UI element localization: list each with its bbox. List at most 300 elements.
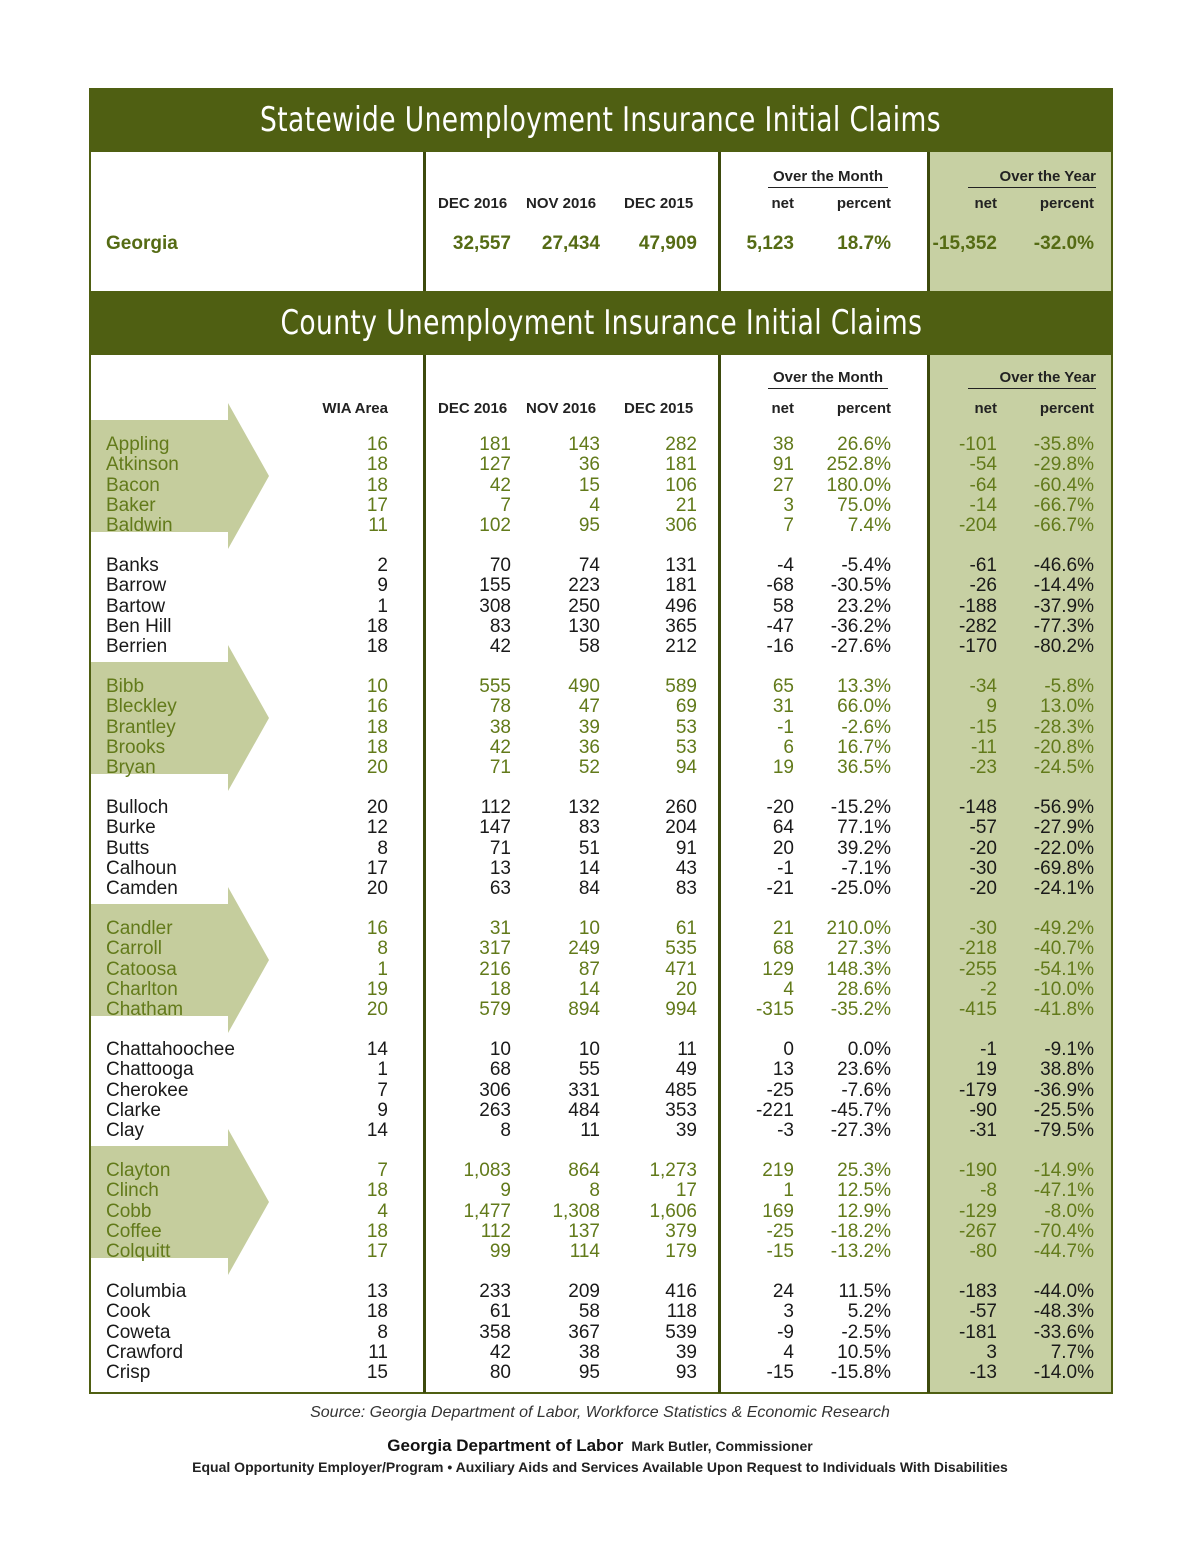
table-row [0,677,1200,697]
year-net-value: -61 [969,555,997,576]
year-percent-value: -24.5% [1033,757,1094,779]
month-percent-value: 25.3% [837,1160,891,1181]
month-net-value: 13 [772,1059,794,1081]
dec2016-value: 70 [489,555,511,576]
month-percent-value: 5.2% [847,1301,891,1323]
month-percent-value: 210.0% [826,918,891,939]
statewide-over-month-label: Over the Month [768,168,888,188]
wia-area: 11 [368,1341,388,1363]
year-percent-value: -14.4% [1033,575,1094,597]
year-net-value: -190 [958,1160,997,1181]
year-net-value: -179 [958,1079,997,1101]
dec2016-value: 61 [489,1301,511,1323]
nov2016-value: 84 [578,878,600,900]
wia-area: 10 [366,676,388,697]
georgia-dec2015: 47,909 [638,233,697,254]
county-col-year-percent: percent [1039,400,1094,417]
nov2016-value: 95 [578,515,600,537]
month-percent-value: -5.4% [841,555,891,576]
month-net-value: -315 [755,999,794,1021]
dec2015-value: 212 [665,636,697,658]
year-percent-value: -80.2% [1033,636,1094,658]
dec2015-value: 21 [675,494,697,516]
month-percent-value: 0.0% [847,1039,891,1060]
county-over-month-label: Over the Month [768,369,888,389]
nov2016-value: 484 [568,1099,600,1121]
wia-area: 1 [377,1059,388,1081]
year-net-value: -23 [969,757,997,779]
county-name: Banks [106,555,159,576]
county-title-band [89,291,1113,355]
nov2016-value: 4 [589,494,600,516]
dec2015-value: 69 [675,696,697,718]
dec2016-value: 9 [500,1180,511,1202]
nov2016-value: 249 [568,938,600,960]
month-net-value: 129 [762,958,794,980]
month-percent-value: 77.1% [837,817,891,839]
month-net-value: 0 [783,1039,794,1060]
dec2016-value: 216 [479,958,511,980]
dec2016-value: 147 [479,817,511,839]
nov2016-value: 894 [568,999,600,1021]
table-row [0,839,1200,859]
dec2015-value: 106 [665,474,697,496]
year-percent-value: -14.9% [1033,1160,1094,1181]
table-row [0,1161,1200,1181]
department-line [0,1436,1200,1456]
dec2015-value: 353 [665,1099,697,1121]
nov2016-value: 58 [578,1301,600,1323]
table-row [0,1101,1200,1121]
wia-area: 20 [366,999,388,1021]
county-name: Baker [106,494,156,516]
statewide-col-dec2016: DEC 2016 [438,195,508,212]
month-percent-value: -25.0% [830,878,891,900]
dec2015-value: 39 [675,1341,697,1363]
county-name: Appling [106,434,170,455]
statewide-col-month-net: net [771,195,794,212]
wia-area: 7 [377,1160,388,1181]
month-net-value: -68 [766,575,794,597]
dec2015-value: 204 [665,817,697,839]
year-net-value: -20 [969,878,997,900]
county-title: County Unemployment Insurance Initial Claims [280,303,922,343]
county-name: Bibb [106,676,145,697]
dec2015-value: 181 [665,454,697,476]
year-net-value: -90 [969,1099,997,1121]
wia-area: 20 [366,797,388,818]
year-net-value: -183 [958,1281,997,1302]
table-row [0,859,1200,879]
year-percent-value: -44.7% [1033,1241,1094,1263]
month-percent-value: -27.6% [830,636,891,658]
wia-area: 15 [366,1362,388,1384]
county-col-wia: WIA Area [322,400,388,417]
wia-area: 20 [366,878,388,900]
year-net-value: -64 [969,474,997,496]
county-name: Baldwin [106,515,173,537]
year-percent-value: -46.6% [1033,555,1094,576]
month-net-value: 219 [762,1160,794,1181]
dec2015-value: 181 [665,575,697,597]
dec2015-value: 83 [675,878,697,900]
county-col-dec2016: DEC 2016 [438,400,508,417]
year-percent-value: 7.7% [1050,1341,1094,1363]
table-row [0,597,1200,617]
dec2016-value: 112 [480,1220,511,1242]
dec2016-value: 233 [479,1281,511,1302]
dec2015-value: 17 [675,1180,697,1202]
wia-area: 18 [366,615,388,637]
month-net-value: 4 [783,978,794,1000]
year-percent-value: -56.9% [1033,797,1094,818]
county-name: Barrow [106,575,167,597]
dec2015-value: 306 [665,515,697,537]
county-name: Bryan [106,757,156,779]
dec2015-value: 53 [675,736,697,758]
dec2015-value: 49 [675,1059,697,1081]
year-percent-value: 13.0% [1040,696,1094,718]
year-net-value: -204 [958,515,997,537]
year-net-value: -282 [958,615,997,637]
wia-area: 18 [366,1180,388,1202]
dec2015-value: 131 [665,555,697,576]
county-col-month-net: net [771,400,794,417]
year-net-value: -54 [969,454,997,476]
county-name: Crisp [106,1362,151,1384]
month-percent-value: 148.3% [826,958,891,980]
table-row [0,1000,1200,1020]
georgia-dec2016: 32,557 [452,233,511,254]
month-net-value: -16 [766,636,794,658]
dec2015-value: 11 [677,1039,697,1060]
year-percent-value: -22.0% [1033,837,1094,859]
year-percent-value: -47.1% [1033,1180,1094,1202]
department-name: Georgia Department of Labor [387,1436,624,1455]
county-col-month-percent: percent [836,400,891,417]
month-net-value: 64 [772,817,794,839]
table-row [0,738,1200,758]
month-net-value: -15 [766,1241,794,1263]
month-net-value: 7 [783,515,794,537]
county-name: Clinch [106,1180,159,1202]
nov2016-value: 55 [578,1059,600,1081]
nov2016-value: 1,308 [552,1200,600,1222]
wia-area: 18 [366,736,388,758]
dec2016-value: 42 [489,636,511,658]
nov2016-value: 367 [568,1321,600,1343]
georgia-month-percent: 18.7% [837,233,891,254]
county-name: Brooks [106,736,166,758]
year-net-value: -31 [969,1120,997,1142]
table-row [0,1343,1200,1363]
year-net-value: -80 [969,1241,997,1263]
year-percent-value: -8.0% [1044,1200,1094,1222]
wia-area: 18 [366,636,388,658]
table-row [0,1040,1200,1060]
month-net-value: 3 [783,494,794,516]
divider-left [423,152,426,291]
dec2016-value: 358 [479,1321,511,1343]
county-name: Bacon [106,474,160,496]
month-percent-value: -2.6% [841,716,891,738]
dec2015-value: 118 [666,1301,697,1323]
county-name: Clayton [106,1160,171,1181]
dec2016-value: 155 [479,575,511,597]
county-name: Cook [106,1301,151,1323]
wia-area: 1 [377,958,388,980]
dec2016-value: 42 [489,736,511,758]
year-net-value: -30 [969,857,997,879]
year-net-value: -415 [958,999,997,1021]
table-row [0,476,1200,496]
month-percent-value: -30.5% [830,575,891,597]
table-row [0,1282,1200,1302]
dec2015-value: 43 [675,857,697,879]
year-percent-value: -54.1% [1033,958,1094,980]
dec2016-value: 68 [489,1059,511,1081]
month-percent-value: 12.9% [837,1200,891,1222]
year-net-value: -14 [969,494,997,516]
wia-area: 8 [377,1321,388,1343]
county-name: Ben Hill [106,615,172,637]
wia-area: 16 [366,918,388,939]
county-name: Atkinson [106,454,179,476]
month-percent-value: -27.3% [830,1120,891,1142]
year-net-value: -8 [980,1180,997,1202]
year-percent-value: -66.7% [1033,494,1094,516]
month-net-value: -221 [755,1099,794,1121]
month-percent-value: -2.5% [841,1321,891,1343]
month-percent-value: 10.5% [837,1341,891,1363]
statewide-title: Statewide Unemployment Insurance Initial Claims [260,100,942,140]
divider-mid [718,152,721,291]
dec2015-value: 1,273 [649,1160,697,1181]
month-net-value: 6 [783,736,794,758]
dec2015-value: 994 [665,999,697,1021]
wia-area: 12 [366,817,388,839]
wia-area: 19 [366,978,388,1000]
dec2016-value: 263 [479,1099,511,1121]
nov2016-value: 74 [578,555,600,576]
county-over-year-label: Over the Year [968,369,1096,389]
wia-area: 18 [366,1301,388,1323]
month-net-value: 1 [783,1180,794,1202]
month-percent-value: 36.5% [837,757,891,779]
month-percent-value: 66.0% [837,696,891,718]
county-name: Colquitt [106,1241,171,1263]
year-net-value: -57 [969,817,997,839]
table-row [0,1202,1200,1222]
month-net-value: -15 [766,1362,794,1384]
divider-right [927,152,930,291]
month-net-value: 58 [772,595,794,617]
table-row [0,697,1200,717]
year-percent-value: -36.9% [1033,1079,1094,1101]
dec2015-value: 379 [665,1220,697,1242]
georgia-month-net: 5,123 [746,233,794,254]
month-net-value: -9 [777,1321,794,1343]
month-percent-value: -13.2% [830,1241,891,1263]
georgia-nov2016: 27,434 [541,233,600,254]
table-row [0,516,1200,536]
year-percent-value: -77.3% [1033,615,1094,637]
county-name: Cobb [106,1200,152,1222]
month-net-value: 19 [772,757,794,779]
month-percent-value: -15.8% [830,1362,891,1384]
month-net-value: -47 [766,615,794,637]
year-net-value: -255 [958,958,997,980]
county-name: Calhoun [106,857,177,879]
county-col-year-net: net [974,400,997,417]
county-name: Bleckley [106,696,177,718]
month-net-value: -3 [777,1120,794,1142]
month-percent-value: -7.6% [841,1079,891,1101]
table-row [0,798,1200,818]
year-net-value: -181 [958,1321,997,1343]
table-row [0,455,1200,475]
year-net-value: -101 [958,434,997,455]
table-row [0,1081,1200,1101]
table-row [0,718,1200,738]
dec2015-value: 1,606 [649,1200,697,1222]
table-row [0,1323,1200,1343]
table-row [0,879,1200,899]
county-col-nov2016: NOV 2016 [526,400,597,417]
nov2016-value: 36 [578,454,600,476]
month-net-value: 3 [783,1301,794,1323]
county-name: Camden [106,878,178,900]
dec2016-value: 71 [489,757,511,779]
dec2016-value: 38 [489,716,511,738]
year-net-value: -170 [958,636,997,658]
statewide-col-month-percent: percent [836,195,891,212]
dec2015-value: 91 [675,837,697,859]
county-name: Brantley [106,716,176,738]
wia-area: 16 [366,696,388,718]
year-percent-value: -28.3% [1033,716,1094,738]
nov2016-value: 209 [568,1281,600,1302]
statewide-col-year-net: net [974,195,997,212]
dec2015-value: 260 [665,797,697,818]
nov2016-value: 95 [578,1362,600,1384]
month-net-value: -20 [766,797,794,818]
nov2016-value: 490 [568,676,600,697]
dec2015-value: 485 [665,1079,697,1101]
year-percent-value: -9.1% [1044,1039,1094,1060]
year-percent-value: -37.9% [1033,595,1094,617]
month-percent-value: 252.8% [826,454,891,476]
wia-area: 20 [366,757,388,779]
month-percent-value: -15.2% [830,797,891,818]
wia-area: 17 [366,1241,388,1263]
nov2016-value: 15 [578,474,600,496]
dec2015-value: 365 [665,615,697,637]
georgia-year-net: -15,352 [932,233,997,254]
month-percent-value: 27.3% [837,938,891,960]
month-percent-value: 11.5% [838,1281,891,1302]
month-percent-value: -18.2% [830,1220,891,1242]
year-net-value: -1 [980,1039,997,1060]
county-name: Clarke [106,1099,161,1121]
dec2016-value: 308 [479,595,511,617]
dec2016-value: 1,083 [463,1160,511,1181]
month-net-value: 65 [772,676,794,697]
nov2016-value: 130 [568,615,600,637]
wia-area: 18 [366,716,388,738]
county-name: Crawford [106,1341,184,1363]
table-row [0,1222,1200,1242]
county-name: Candler [106,918,173,939]
year-net-value: 9 [986,696,997,718]
year-percent-value: 38.8% [1040,1059,1094,1081]
wia-area: 18 [366,474,388,496]
dec2016-value: 78 [489,696,511,718]
nov2016-value: 11 [580,1120,600,1142]
year-percent-value: -10.0% [1033,978,1094,1000]
nov2016-value: 83 [578,817,600,839]
dec2016-value: 71 [489,837,511,859]
dec2015-value: 179 [665,1241,697,1263]
year-percent-value: -33.6% [1033,1321,1094,1343]
year-percent-value: -24.1% [1033,878,1094,900]
month-net-value: 27 [772,474,794,496]
year-percent-value: -79.5% [1033,1120,1094,1142]
month-percent-value: -45.7% [830,1099,891,1121]
wia-area: 7 [377,1079,388,1101]
county-name: Burke [106,817,156,839]
dec2016-value: 13 [489,857,511,879]
source-note: Source: Georgia Department of Labor, Workforce Statistics & Economic Research [310,1404,890,1421]
dec2015-value: 39 [675,1120,697,1142]
nov2016-value: 250 [568,595,600,617]
wia-area: 9 [377,575,388,597]
year-percent-value: -60.4% [1033,474,1094,496]
dec2015-value: 539 [665,1321,697,1343]
year-net-value: -15 [969,716,997,738]
month-net-value: 31 [772,696,794,718]
year-percent-value: -27.9% [1033,817,1094,839]
statewide-title-band [89,88,1113,152]
month-percent-value: 26.6% [837,434,891,455]
year-net-value: -20 [969,837,997,859]
table-row [0,637,1200,657]
eeo-statement: Equal Opportunity Employer/Program • Auxiliary Aids and Services Available Upon Request to Individuals With Disabilities [192,1459,1008,1475]
month-percent-value: 12.5% [837,1180,891,1202]
statewide-col-year-percent: percent [1039,195,1094,212]
month-percent-value: 13.3% [837,676,891,697]
month-percent-value: 7.4% [847,515,891,537]
dec2016-value: 99 [489,1241,511,1263]
year-percent-value: -40.7% [1033,938,1094,960]
nov2016-value: 87 [578,958,600,980]
wia-area: 9 [377,1099,388,1121]
dec2016-value: 112 [480,797,511,818]
county-name: Charlton [106,978,178,1000]
year-percent-value: -14.0% [1033,1362,1094,1384]
dec2016-value: 10 [489,1039,511,1060]
dec2016-value: 7 [500,494,511,516]
dec2015-value: 496 [665,595,697,617]
statewide-col-dec2015: DEC 2015 [624,195,694,212]
county-name: Berrien [106,636,168,658]
month-percent-value: 180.0% [826,474,891,496]
nov2016-value: 143 [568,434,600,455]
wia-area: 17 [366,494,388,516]
dec2015-value: 53 [675,716,697,738]
month-percent-value: 16.7% [837,736,891,758]
nov2016-value: 51 [578,837,600,859]
